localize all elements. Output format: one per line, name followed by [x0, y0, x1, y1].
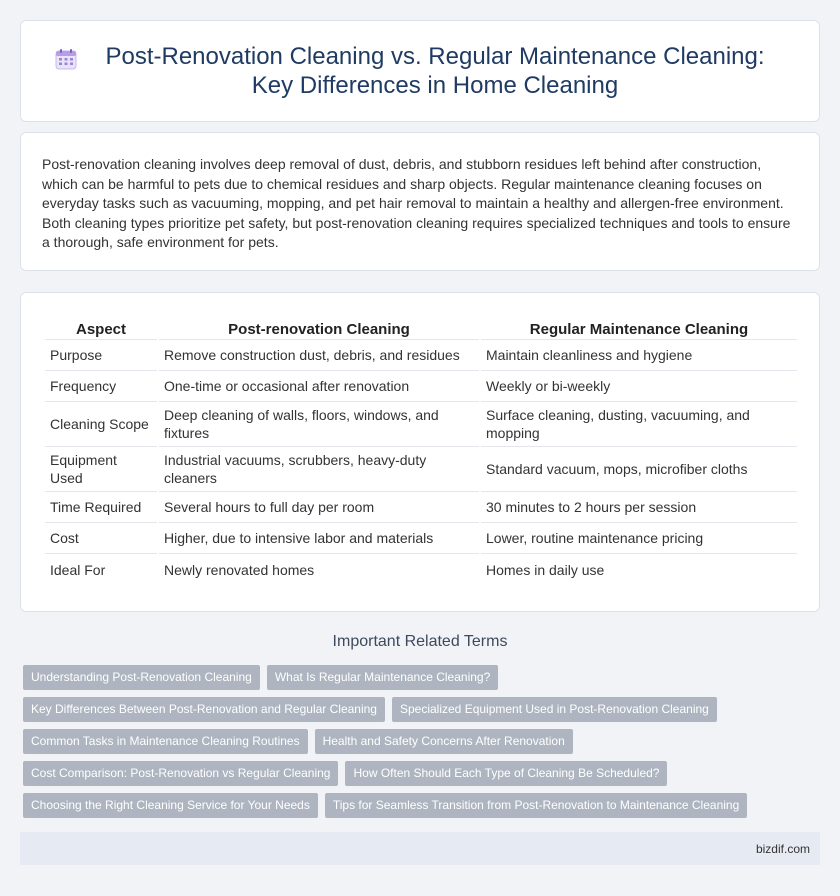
comparison-table: [43, 313, 799, 585]
page-title: Post-Renovation Cleaning vs. Regular Maintenance Cleaning: Key Differences in Home Cleaning: [105, 43, 765, 99]
cell-post-renovation: Remove construction dust, debris, and residues: [159, 340, 479, 371]
related-term-tag[interactable]: Understanding Post-Renovation Cleaning: [23, 665, 260, 690]
related-term-tag[interactable]: Key Differences Between Post-Renovation and Regular Cleaning: [23, 697, 385, 722]
cell-regular: Lower, routine maintenance pricing: [481, 523, 797, 554]
related-term-tag[interactable]: What Is Regular Maintenance Cleaning?: [267, 665, 498, 690]
table-row: [45, 492, 797, 523]
tag-row: [23, 729, 823, 754]
intro-paragraph: Post-renovation cleaning involves deep removal of dust, debris, and stubborn residues left behind after construction, which can be harmful to pets due to chemical residues and sharp objects. Regular maintenance cleaning focuses on everyday tasks such as vacuuming, mopping, and pet hair removal to maintain a healthy and allergen-free environment. Both cleaning types prioritize pet safety, but post-renovation cleaning requires specialized techniques and tools to ensure a thorough, safe environment for pets.: [42, 156, 791, 250]
calendar-icon: [54, 47, 78, 71]
cell-aspect: Frequency: [45, 371, 157, 402]
related-terms-list: [23, 665, 823, 825]
table-row: [45, 554, 797, 585]
cell-aspect: Ideal For: [50, 561, 106, 578]
intro-card: [20, 132, 820, 271]
related-term-tag[interactable]: Health and Safety Concerns After Renovation: [315, 729, 573, 754]
related-term-tag[interactable]: Cost Comparison: Post-Renovation vs Regular Cleaning: [23, 761, 338, 786]
table-row: [45, 371, 797, 402]
related-term-tag[interactable]: How Often Should Each Type of Cleaning Be Scheduled?: [345, 761, 667, 786]
comparison-table-card: [20, 292, 820, 612]
cell-post-renovation: One-time or occasional after renovation: [159, 371, 479, 402]
cell-post-renovation: Higher, due to intensive labor and materials: [159, 523, 479, 554]
cell-regular: Homes in daily use: [486, 561, 605, 578]
footer-site-link[interactable]: bizdif.com: [755, 842, 810, 856]
cell-aspect: Time Required: [45, 492, 157, 523]
cell-aspect: Cleaning Scope: [45, 402, 157, 447]
cell-post-renovation: Industrial vacuums, scrubbers, heavy-duty cleaners: [159, 447, 479, 492]
tag-row: [23, 697, 823, 722]
title-card: [20, 20, 820, 122]
tag-row: [23, 793, 823, 818]
cell-post-renovation: Newly renovated homes: [164, 561, 315, 578]
table-row: [45, 340, 797, 371]
related-term-tag[interactable]: Choosing the Right Cleaning Service for Your Needs: [23, 793, 318, 818]
cell-regular: Standard vacuum, mops, microfiber cloths: [481, 447, 797, 492]
cell-regular: Weekly or bi-weekly: [481, 371, 797, 402]
related-term-tag[interactable]: Tips for Seamless Transition from Post-Renovation to Maintenance Cleaning: [325, 793, 747, 818]
related-term-tag[interactable]: Specialized Equipment Used in Post-Renovation Cleaning: [392, 697, 717, 722]
cell-aspect: Cost: [45, 523, 157, 554]
cell-regular: Maintain cleanliness and hygiene: [481, 340, 797, 371]
related-terms-title: Important Related Terms: [332, 633, 508, 650]
cell-post-renovation: Several hours to full day per room: [159, 492, 479, 523]
cell-regular: Surface cleaning, dusting, vacuuming, and mopping: [481, 402, 797, 447]
cell-post-renovation: Deep cleaning of walls, floors, windows, and fixtures: [159, 402, 479, 447]
table-row: [45, 523, 797, 554]
table-row: [45, 402, 797, 447]
tag-row: [23, 665, 823, 690]
table-row: [45, 447, 797, 492]
cell-regular: 30 minutes to 2 hours per session: [481, 492, 797, 523]
cell-aspect: Purpose: [45, 340, 157, 371]
cell-aspect: Equipment Used: [45, 447, 157, 492]
tag-row: [23, 761, 823, 786]
related-term-tag[interactable]: Common Tasks in Maintenance Cleaning Routines: [23, 729, 308, 754]
header-regular-maintenance: Regular Maintenance Cleaning: [481, 313, 797, 340]
header-post-renovation: Post-renovation Cleaning: [159, 313, 479, 340]
footer: [20, 832, 820, 865]
header-aspect: Aspect: [45, 313, 157, 340]
